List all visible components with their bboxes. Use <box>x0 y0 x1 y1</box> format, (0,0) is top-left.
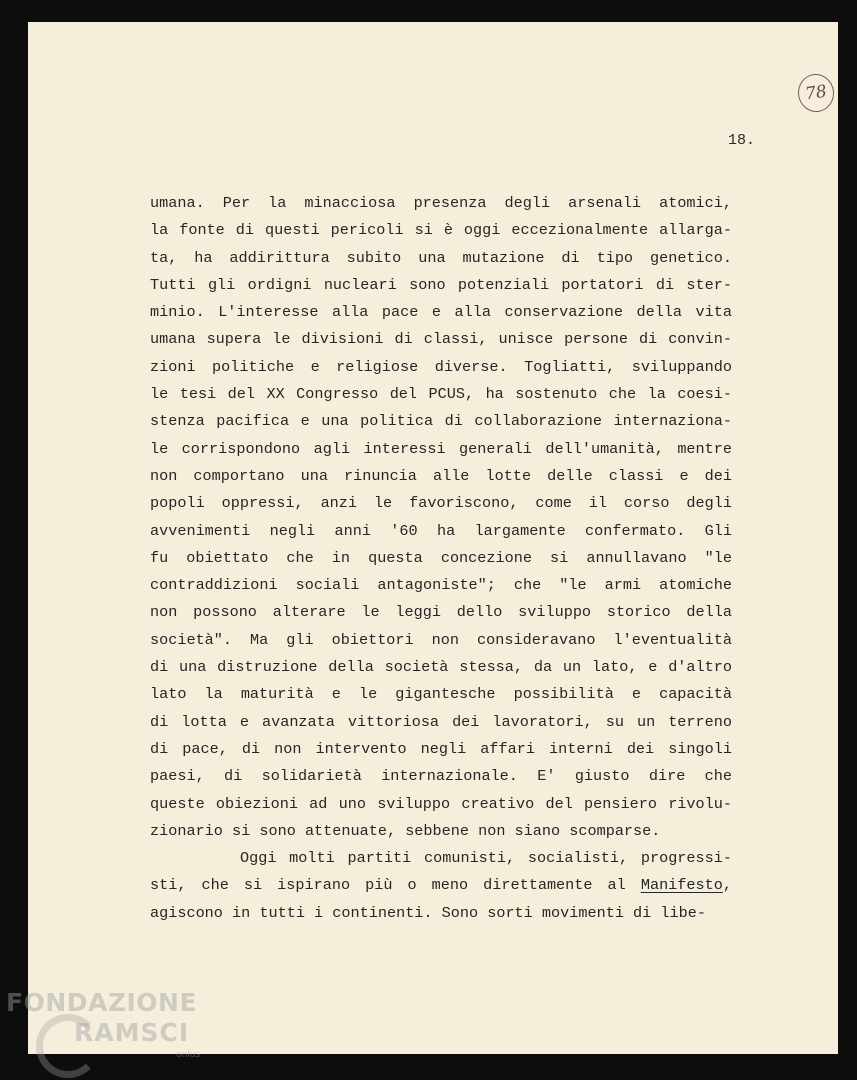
paragraph-2-line-3: agiscono in tutti i continenti. Sono sorti movimenti di libe- <box>150 903 706 922</box>
text-line: queste obiezioni ad uno sviluppo creativo del pensiero rivolu- <box>150 794 732 813</box>
text-line: non comportano una rinuncia alle lotte delle classi e dei <box>150 466 732 485</box>
text-line: minio. L'interesse alla pace e alla conservazione della vita <box>150 303 732 322</box>
text-line: società". Ma gli obiettori non consideravano l'eventualità <box>150 630 732 649</box>
text-line: umana. Per la minacciosa presenza degli arsenali atomici, <box>150 194 732 212</box>
text-line: zioni politiche e religiose diverse. Togliatti, sviluppando <box>150 357 732 376</box>
text-line: le corrispondono agli interessi generali dell'umanità, mentre <box>150 439 732 458</box>
text-line: ta, ha addirittura subito una mutazione di tipo genetico. <box>150 248 732 267</box>
text-line: Tutti gli ordigni nucleari sono potenziali portatori di ster- <box>150 275 732 294</box>
text-line: fu obiettato che in questa concezione si annullavano "le <box>150 548 732 567</box>
text-line: di lotta e avanzata vittoriosa dei lavoratori, su un terreno <box>150 712 732 731</box>
text-line: contraddizioni sociali antagoniste"; che "le armi atomiche <box>150 576 732 595</box>
text-line: lato la maturità e le gigantesche possibilità e capacità <box>150 685 732 704</box>
text-line: popoli oppressi, anzi le favoriscono, come il corso degli <box>150 494 732 513</box>
page-number: 18. <box>728 132 756 149</box>
watermark-line-3: onlus <box>176 1050 201 1060</box>
fondazione-gramsci-watermark <box>6 984 221 1080</box>
paragraph-2-line-2-comma: , <box>722 876 732 895</box>
text-line: le tesi del XX Congresso del PCUS, ha sostenuto che la coesi- <box>150 385 732 404</box>
watermark-line-1: FONDAZIONE <box>6 988 198 1017</box>
text-line: stenza pacifica e una politica di collaborazione internaziona- <box>150 412 732 431</box>
text-line: avvenimenti negli anni '60 ha largamente confermato. Gli <box>150 521 732 540</box>
paragraph-2-line-2 <box>150 872 732 899</box>
text-line: di una distruzione della società stessa, da un lato, e d'altro <box>150 658 732 677</box>
text-line: di pace, di non intervento negli affari interni dei singoli <box>150 739 732 758</box>
text-line: la fonte di questi pericoli si è oggi eccezionalmente allarga- <box>150 221 732 240</box>
underlined-title: Manifesto <box>640 876 723 895</box>
paragraph-1 <box>150 190 732 818</box>
archive-number-stamp: 78 <box>796 72 837 115</box>
body-text <box>150 190 732 927</box>
paragraph-2-line-1: Oggi molti partiti comunisti, socialisti, progressi- <box>240 849 732 868</box>
text-line: umana supera le divisioni di classi, unisce persone di convin- <box>150 330 732 349</box>
paragraph-1-last-line: zionario si sono attenuate, sebbene non siano scomparse. <box>150 821 661 840</box>
text-line: non possono alterare le leggi dello sviluppo storico della <box>150 603 732 622</box>
watermark-line-2: RAMSCI <box>74 1018 190 1047</box>
paragraph-2-line-2-text: sti, che si ispirano più o meno direttamente al <box>150 876 641 895</box>
text-line: paesi, di solidarietà internazionale. E' giusto dire che <box>150 767 732 786</box>
